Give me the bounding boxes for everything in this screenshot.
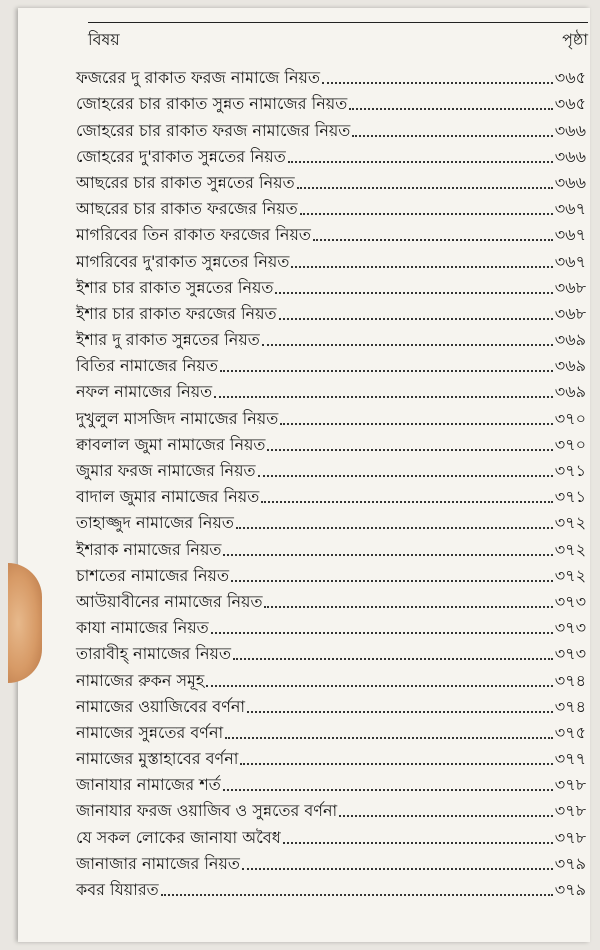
- entry-title: নামাজের ওয়াজিবের বর্ণনা: [76, 696, 246, 716]
- dot-leader: [214, 396, 553, 398]
- entry-title: ক্বাবলাল জুমা নামাজের নিয়ত: [76, 434, 266, 454]
- entry-page-number: ৩৭০: [554, 434, 586, 454]
- dot-leader: [352, 135, 552, 137]
- book-page: [18, 8, 590, 942]
- entry-title: জানাযার ফরজ ওয়াজিব ও সুন্নতের বর্ণনা: [76, 801, 338, 821]
- entry-title: চাশতের নামাজের নিয়ত: [76, 565, 229, 585]
- entry-page-number: ৩৭৪: [554, 670, 586, 690]
- dot-leader: [313, 239, 553, 241]
- toc-entry: [76, 350, 586, 376]
- entry-page-number: ৩৭৫: [554, 722, 586, 742]
- dot-leader: [242, 868, 553, 870]
- entry-page-number: ৩৭৪: [554, 696, 586, 716]
- toc-entry: [76, 848, 586, 874]
- entry-title: ইশার দু রাকাত সুন্নতের নিয়ত: [76, 330, 260, 350]
- entry-title: ইশার চার রাকাত ফরজের নিয়ত: [76, 303, 277, 323]
- entry-page-number: ৩৭৮: [554, 801, 586, 821]
- toc-entry: [76, 795, 586, 821]
- entry-title: মাগরিবের তিন রাকাত ফরজের নিয়ত: [76, 225, 311, 245]
- dot-leader: [225, 737, 553, 739]
- toc-entry: [76, 560, 586, 586]
- thumb: [8, 563, 42, 683]
- entry-page-number: ৩৭২: [554, 539, 586, 559]
- toc-entry: [76, 821, 586, 847]
- dot-leader: [349, 108, 553, 110]
- entry-title: নামাজের রুকন সমূহ: [76, 670, 205, 690]
- dot-leader: [322, 82, 553, 84]
- dot-leader: [262, 344, 553, 346]
- toc-entry: [76, 245, 586, 271]
- entry-title: মাগরিবের দু'রাকাত সুন্নতের নিয়ত: [76, 251, 290, 271]
- dot-leader: [223, 554, 552, 556]
- entry-page-number: ৩৬৬: [554, 146, 586, 166]
- dot-leader: [233, 658, 553, 660]
- entry-title: জানাযার নামাজের শর্ত: [76, 775, 221, 795]
- toc-entry: [76, 62, 586, 88]
- entry-page-number: ৩৭০: [554, 408, 586, 428]
- dot-leader: [279, 318, 553, 320]
- dot-leader: [283, 842, 553, 844]
- dot-leader: [300, 213, 553, 215]
- dot-leader: [291, 266, 552, 268]
- toc-entry: [76, 114, 586, 140]
- toc-entry: [76, 612, 586, 638]
- entry-title: জোহরের চার রাকাত ফরজ নামাজের নিয়ত: [76, 120, 351, 140]
- page-column-label: পৃষ্ঠা: [562, 29, 588, 49]
- toc-entry: [76, 88, 586, 114]
- entry-page-number: ৩৬৫: [554, 94, 586, 114]
- entry-page-number: ৩৭৮: [554, 775, 586, 795]
- entry-title: নফল নামাজের নিয়ত: [76, 382, 213, 402]
- entry-page-number: ৩৬৫: [554, 68, 586, 88]
- toc-entry: [76, 324, 586, 350]
- toc-entry: [76, 874, 586, 900]
- toc-entry: [76, 481, 586, 507]
- dot-leader: [339, 815, 553, 817]
- entry-title: জোহরের দু'রাকাত সুন্নতের নিয়ত: [76, 146, 286, 166]
- dot-leader: [297, 187, 553, 189]
- entry-title: কাযা নামাজের নিয়ত: [76, 618, 209, 638]
- entry-page-number: ৩৬৯: [554, 356, 586, 376]
- entry-title: জুমার ফরজ নামাজের নিয়ত: [76, 461, 256, 480]
- dot-leader: [231, 580, 553, 582]
- entry-title: নামাজের সুন্নতের বর্ণনা: [76, 722, 224, 742]
- dot-leader: [220, 370, 553, 372]
- entry-page-number: ৩৬৬: [554, 172, 586, 192]
- entry-page-number: ৩৭৩: [554, 644, 586, 664]
- entry-title: আছরের চার রাকাত ফরজের নিয়ত: [76, 199, 298, 219]
- toc-entry: [76, 664, 586, 690]
- entry-page-number: ৩৭৯: [554, 880, 586, 899]
- dot-leader: [247, 711, 553, 713]
- entry-title: বাদাল জুমার নামাজের নিয়ত: [76, 487, 260, 507]
- entry-title: ফজরের দু রাকাত ফরজ নামাজে নিয়ত: [76, 68, 320, 88]
- entry-page-number: ৩৬৭: [554, 199, 586, 219]
- toc-entry: [76, 141, 586, 167]
- toc-entry: [76, 769, 586, 795]
- entry-page-number: ৩৭৩: [554, 618, 586, 638]
- entry-title: যে সকল লোকের জানাযা অবৈধ: [76, 827, 281, 847]
- entry-page-number: ৩৭৭: [554, 749, 586, 769]
- dot-leader: [211, 632, 553, 634]
- entry-page-number: ৩৬৮: [554, 303, 586, 323]
- entry-page-number: ৩৬৯: [554, 330, 586, 350]
- entry-page-number: ৩৬৬: [554, 120, 586, 140]
- toc-entry: [76, 691, 586, 717]
- toc-entry: [76, 429, 586, 455]
- dot-leader: [288, 161, 553, 163]
- entry-title: ইশার চার রাকাত সুন্নতের নিয়ত: [76, 277, 274, 297]
- toc-entry: [76, 533, 586, 559]
- toc-entry: [76, 298, 586, 324]
- entry-page-number: ৩৭৮: [554, 827, 586, 847]
- dot-leader: [267, 449, 552, 451]
- entry-page-number: ৩৭২: [554, 513, 586, 533]
- toc-entry: [76, 507, 586, 533]
- entry-title: তাহাজ্জুদ নামাজের নিয়ত: [76, 513, 234, 533]
- subject-column-label: বিষয়: [88, 29, 120, 49]
- dot-leader: [236, 527, 553, 529]
- toc-entry: [76, 586, 586, 612]
- entry-page-number: ৩৭১: [554, 487, 586, 507]
- entry-title: বিতির নামাজের নিয়ত: [76, 356, 218, 376]
- entry-page-number: ৩৭৯: [554, 853, 586, 873]
- toc-entry: [76, 638, 586, 664]
- dot-leader: [258, 475, 553, 477]
- entry-title: জোহরের চার রাকাত সুন্নত নামাজের নিয়ত: [76, 94, 348, 114]
- dot-leader: [280, 423, 553, 425]
- entry-title: আউয়াবীনের নামাজের নিয়ত: [76, 591, 263, 611]
- toc-entry: [76, 743, 586, 769]
- toc-entry: [76, 402, 586, 428]
- entry-title: কবর যিয়ারত: [76, 880, 159, 899]
- toc-entries: [76, 62, 586, 900]
- dot-leader: [223, 789, 553, 791]
- entry-page-number: ৩৬৭: [554, 225, 586, 245]
- toc-entry: [76, 455, 586, 481]
- toc-entry: [76, 167, 586, 193]
- toc-entry: [76, 376, 586, 402]
- dot-leader: [161, 894, 553, 896]
- toc-entry: [76, 717, 586, 743]
- toc-header: [88, 26, 588, 54]
- entry-title: আছরের চার রাকাত সুন্নতের নিয়ত: [76, 172, 295, 192]
- toc-entry: [76, 193, 586, 219]
- dot-leader: [206, 685, 552, 687]
- entry-page-number: ৩৭৩: [554, 591, 586, 611]
- dot-leader: [264, 606, 552, 608]
- entry-title: তারাবীহ্ নামাজের নিয়ত: [76, 644, 231, 664]
- dot-leader: [275, 292, 552, 294]
- toc-entry: [76, 219, 586, 245]
- entry-title: নামাজের মুস্তাহাবের বর্ণনা: [76, 749, 239, 769]
- entry-title: জানাজার নামাজের নিয়ত: [76, 853, 240, 873]
- dot-leader: [261, 501, 553, 503]
- entry-page-number: ৩৭১: [554, 461, 586, 480]
- dot-leader: [240, 763, 552, 765]
- entry-page-number: ৩৬৮: [554, 277, 586, 297]
- entry-page-number: ৩৬৯: [554, 382, 586, 402]
- toc-entry: [76, 272, 586, 298]
- entry-page-number: ৩৬৭: [554, 251, 586, 271]
- header-rule: [88, 22, 588, 23]
- entry-page-number: ৩৭২: [554, 565, 586, 585]
- entry-title: দুখুলুল মাসজিদ নামাজের নিয়ত: [76, 408, 279, 428]
- entry-title: ইশরাক নামাজের নিয়ত: [76, 539, 222, 559]
